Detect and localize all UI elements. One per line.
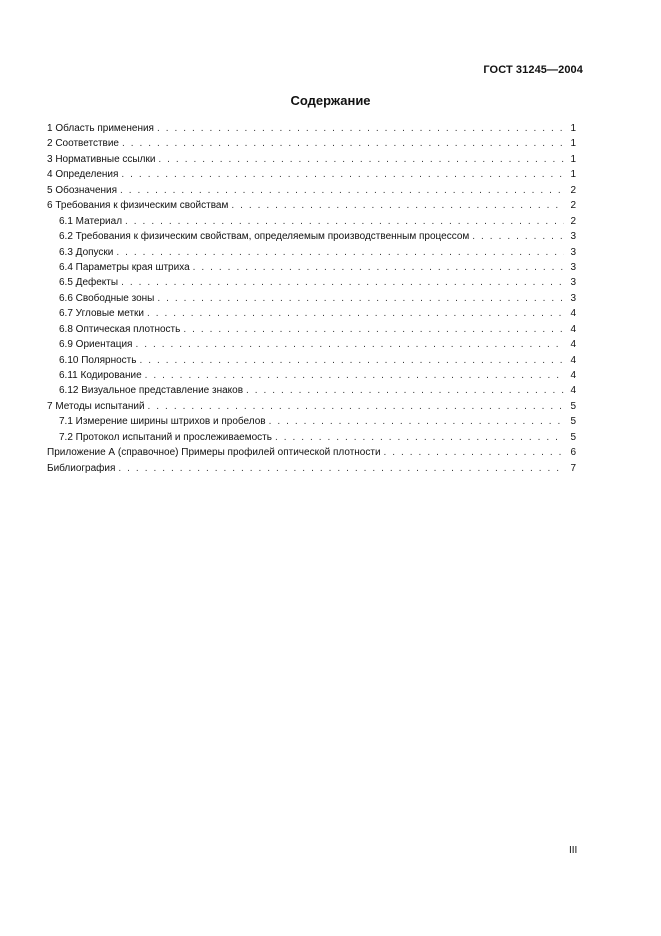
toc-dot-leader <box>145 368 564 383</box>
toc-entry-page: 2 <box>570 200 576 212</box>
toc-dot-leader <box>157 291 564 306</box>
toc-dot-leader <box>147 306 564 321</box>
toc-entry <box>47 152 576 167</box>
toc-entry-title: 7.1 Измерение ширины штрихов и пробелов <box>59 416 266 428</box>
toc-entry-title: 6.3 Допуски <box>59 246 114 258</box>
toc-entry-page: 3 <box>570 261 576 273</box>
toc-entry-title: 6.5 Дефекты <box>59 277 119 289</box>
toc-entry <box>47 430 576 445</box>
toc-entry-page: 3 <box>570 231 576 243</box>
toc-entry-page: 5 <box>570 416 576 428</box>
toc-entry <box>47 245 576 260</box>
toc-entry-title: 7 Методы испытаний <box>47 400 145 412</box>
toc-dot-leader <box>157 121 564 136</box>
toc-entry-page: 1 <box>570 153 576 165</box>
toc-entry-page: 4 <box>570 308 576 320</box>
toc-dot-leader <box>135 337 564 352</box>
toc-entry-title: 2 Соответствие <box>47 138 119 150</box>
toc-entry <box>47 136 576 151</box>
toc-dot-leader <box>121 275 564 290</box>
toc-entry <box>47 167 576 182</box>
toc-dot-leader <box>118 461 564 476</box>
toc-entry-title: 6.11 Кодирование <box>59 370 142 381</box>
toc-entry <box>47 461 576 476</box>
toc-dot-leader <box>125 214 564 229</box>
toc-entry-page: 2 <box>570 184 576 196</box>
toc-entry <box>47 399 576 414</box>
toc-entry-page: 1 <box>570 123 576 134</box>
toc-entry-page: 6 <box>570 447 576 459</box>
toc-entry <box>47 198 576 213</box>
toc-dot-leader <box>139 353 564 368</box>
toc-entry-page: 4 <box>570 370 576 381</box>
toc-entry-page: 7 <box>570 462 576 474</box>
toc-entry-title: 6.12 Визуальное представление знаков <box>59 385 244 397</box>
toc-entry-page: 2 <box>570 215 576 227</box>
toc-dot-leader <box>231 198 564 213</box>
toc-entry-title: 4 Определения <box>47 169 119 181</box>
toc-entry-page: 5 <box>570 431 576 443</box>
toc-dot-leader <box>246 383 564 398</box>
toc-entry <box>47 353 576 368</box>
toc-entry-title: 5 Обозначения <box>47 184 118 196</box>
toc-entry-page: 3 <box>570 246 576 258</box>
toc-entry <box>47 337 576 352</box>
toc-entry <box>47 368 576 383</box>
toc-entry-page: 4 <box>570 385 576 397</box>
document-code: ГОСТ 31245—2004 <box>483 64 583 76</box>
toc-dot-leader <box>158 152 564 167</box>
toc-entry-title: 6 Требования к физическим свойствам <box>47 200 229 212</box>
toc-entry-title: 6.10 Полярность <box>59 354 137 366</box>
toc-entry <box>47 183 576 198</box>
toc-dot-leader <box>148 399 564 414</box>
toc-entry <box>47 445 576 460</box>
toc-entry-title: 6.9 Ориентация <box>59 339 133 351</box>
toc-dot-leader <box>269 414 564 429</box>
toc-entry-title: 3 Нормативные ссылки <box>47 153 156 165</box>
toc-entry <box>47 414 576 429</box>
page-number: III <box>569 845 578 856</box>
toc-entry-page: 1 <box>570 138 576 150</box>
toc-dot-leader <box>121 167 564 182</box>
page-title: Содержание <box>290 93 371 108</box>
toc-entry-title: 6.7 Угловые метки <box>59 308 145 320</box>
toc-dot-leader <box>384 445 564 460</box>
toc-entry-page: 5 <box>570 400 576 412</box>
toc-entry-title: Приложение А (справочное) Примеры профилей оптической плотности <box>47 447 381 459</box>
toc-entry <box>47 291 576 306</box>
toc-dot-leader <box>472 229 564 244</box>
toc-entry <box>47 121 576 136</box>
toc-entry-page: 4 <box>570 339 576 351</box>
toc-entry-title: 6.6 Свободные зоны <box>59 292 155 304</box>
toc-dot-leader <box>193 260 564 275</box>
toc-dot-leader <box>183 322 564 337</box>
toc-entry <box>47 214 576 229</box>
toc-dot-leader <box>275 430 564 445</box>
toc-entry-title: 6.4 Параметры края штриха <box>59 261 190 273</box>
toc-entry <box>47 229 576 244</box>
toc-dot-leader <box>116 245 564 260</box>
toc-entry-page: 1 <box>570 169 576 181</box>
toc-entry-title: 1 Область применения <box>47 123 154 134</box>
toc-entry <box>47 322 576 337</box>
toc-dot-leader <box>122 136 564 151</box>
toc-entry <box>47 260 576 275</box>
toc-entry-page: 3 <box>570 277 576 289</box>
toc-entry-title: Библиография <box>47 462 116 474</box>
toc-entry-title: 6.2 Требования к физическим свойствам, определяемым производственным процессом <box>59 231 470 243</box>
toc-entry-title: 7.2 Протокол испытаний и прослеживаемость <box>59 431 272 443</box>
toc-entry-page: 4 <box>570 354 576 366</box>
toc-entry <box>47 306 576 321</box>
toc-dot-leader <box>120 183 564 198</box>
toc-entry <box>47 383 576 398</box>
toc-entry-title: 6.1 Материал <box>59 215 123 227</box>
toc-entry-page: 4 <box>570 323 576 335</box>
toc-entry <box>47 275 576 290</box>
table-of-contents <box>47 121 576 476</box>
toc-entry-page: 3 <box>570 292 576 304</box>
toc-entry-title: 6.8 Оптическая плотность <box>59 323 181 335</box>
